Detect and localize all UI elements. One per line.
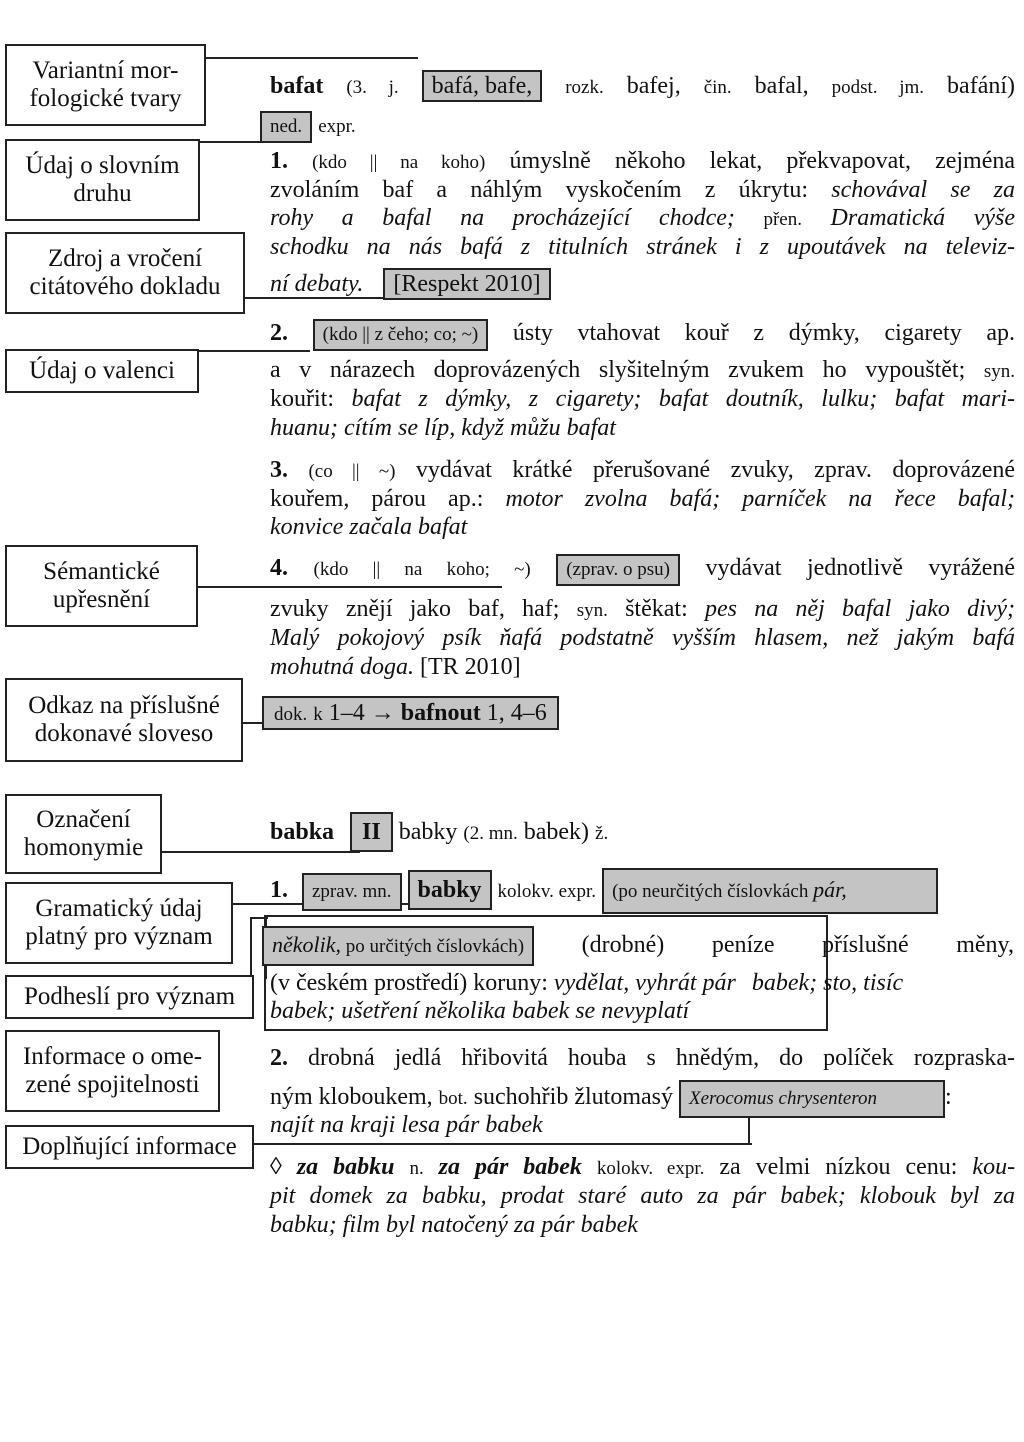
restricted-latin-box: Xerocomus chrysenteron [679,1080,945,1118]
bafat-line-1: bafat (3. j. bafá, bafe, rozk. bafej, čin. bafal, podst. jm. bafání) [270,70,1015,103]
babka-idiom-line-3: babku; film byl natočený za pár babek [270,1212,638,1238]
babka-idiom-line-2: pit domek za babku, prodat staré auto za pár babek; klobouk byl za [270,1183,1015,1209]
babka-s2-line-1: 2. drobná jedlá hřibovitá houba s hnědým, do políček rozpraska- [270,1045,1015,1071]
bafat-s4-line-4: mohutná doga. [TR 2010] [270,654,521,680]
babka-s1-line-3: (v českém prostředí) koruny: vydělat, vyhrát pár babek; sto, tisíc [270,970,904,996]
bafat-s1-line-2: zvoláním baf a náhlým vyskočením z úkrytu: schovával se za [270,177,1016,203]
label-valency: Údaj o valenci [5,349,199,393]
babka-idiom-line-1: ◊ za babku n. za pár babek kolokv. expr. za velmi nízkou cenu: kou- [270,1154,1016,1180]
bafat-s1-line-3: rohy a bafal na procházející chodce; přen. Dramatická výše [270,205,1016,231]
label-semantic: Sémantické upřesnění [5,545,198,627]
label-restricted: Informace o ome- zené spojitelnosti [5,1030,220,1112]
valency-s1: (kdo || na koho) [312,152,486,173]
babka-line-1: babka II babky (2. mn. babek) ž. [270,812,1015,852]
perfective-box: dok. k 1–4 → bafnout 1, 4–6 [262,696,559,730]
babka-s1-line-1: 1. zprav. mn. babky kolokv. expr. (po neurčitých číslovkách pár, [270,868,1015,914]
bafat-s2-line-3: kouřit: bafat z dýmky, z cigarety; bafat doutník, lulku; bafat mari- [270,386,1015,412]
label-source: Zdroj a vročení citátového dokladu [5,232,245,314]
variant-forms-box: bafá, bafe, [422,70,543,102]
connector-perfective [242,722,264,724]
restriction-box-1: (po neurčitých číslovkách pár, [602,868,938,914]
bafat-s4-line-3: Malý pokojový psík ňafá podstatně vyšším hlasem, než jakým bafá [270,625,1015,651]
headword-babka: babka [270,819,335,845]
semantic-box: (zprav. o psu) [556,554,680,586]
valency-box: (kdo || z čeho; co; ~) [313,319,489,351]
homonymy-box: II [350,812,393,852]
connector-word-class [198,141,262,143]
babka-s2-line-3: najít na kraji lesa pár babek [270,1112,543,1138]
connector-semantic [196,586,502,588]
restriction-box-2: několik, po určitých číslovkách) [262,926,534,966]
bafat-s4-line-1: 4. (kdo || na koho; ~) (zprav. o psu) vydávat jednotlivě vyrážené [270,553,1015,586]
label-grammar: Gramatický údaj platný pro význam [5,882,233,964]
bafat-s4-line-2: zvuky znějí jako baf, haf; syn. štěkat: pes na něj bafal jako divý; [270,596,1016,622]
bafat-s3-line-3: konvice začala bafat [270,514,468,540]
bafat-s3-line-2: kouřem, párou ap.: motor zvolna bafá; parníček na řece bafal; [270,486,1016,512]
perfective-ref [262,696,1007,730]
bafat-s1-line-4: schodku na nás bafá z titulních stránek i z upoutávek na televiz- [270,234,1015,260]
babka-s1-line-4: babek; ušetření několika babek se nevyplatí [270,998,690,1024]
babka-s1-line-2: několik, po určitých číslovkách) (drobné) peníze příslušné měny, [262,926,1014,966]
subheadword-box: babky [408,870,492,910]
source-box: [Respekt 2010] [383,268,550,300]
word-class-box: ned. [260,111,312,143]
bafat-s1-line-1: 1. (kdo || na koho) úmyslně někoho lekat, překvapovat, zejména [270,148,1016,174]
babka-s2-line-2: ným kloboukem, bot. suchohřib žlutomasý Xerocomus chrysenteron : [270,1080,1015,1118]
label-subheadword: Podheslí pro význam [5,975,254,1019]
headword-bafat: bafat [270,73,324,99]
bafat-s3-line-1: 3. (co || ~) vydávat krátké přerušované zvuky, zprav. doprovázené [270,457,1015,483]
label-supplementary: Doplňující informace [5,1125,254,1169]
label-homonymy: Označení homonymie [5,794,162,874]
connector-supplementary [252,1143,752,1145]
bafat-s2-line-1: 2. (kdo || z čeho; co; ~) ústy vtahovat kouř z dýmky, cigarety ap. [270,318,1015,351]
label-perfective: Odkaz na příslušné dokonavé sloveso [5,678,243,762]
grammar-box: zprav. mn. [302,873,402,911]
bafat-line-2: ned. expr. [260,110,1005,143]
bafat-s2-line-2: a v nárazech doprovázených slyšitelným zvukem ho vypouštět; syn. [270,357,1015,383]
bafat-s2-line-4: huanu; cítím se líp, když můžu bafat [270,415,616,441]
label-word-class: Údaj o slovním druhu [5,139,200,221]
bafat-s1-line-5: ní debaty. [Respekt 2010] [270,268,1015,300]
connector-subheadword-v [250,917,252,977]
label-variant-forms: Variantní mor- fologické tvary [5,44,206,126]
connector-variant [204,57,418,59]
